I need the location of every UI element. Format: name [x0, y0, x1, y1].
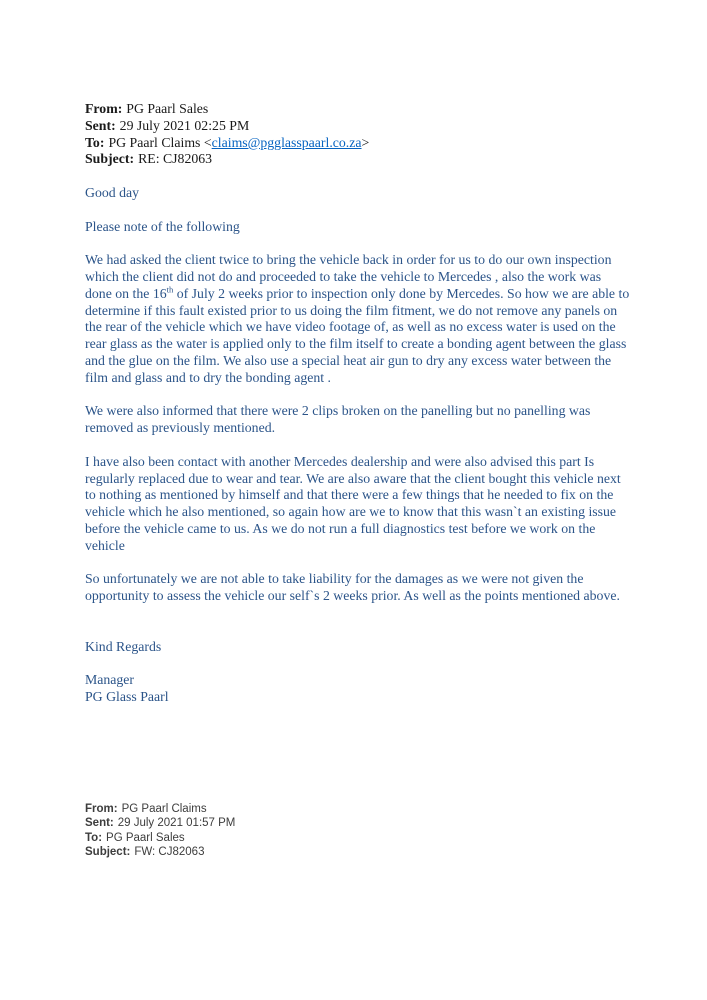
paragraph-inspection: [85, 252, 630, 386]
sent-label: Sent:: [85, 117, 116, 133]
header-to-row: [85, 135, 625, 152]
note-line: Please note of the following: [85, 218, 240, 234]
subject-label: Subject:: [85, 151, 135, 167]
quoted-sent-value: 29 July 2021 01:57 PM: [117, 817, 236, 830]
paragraph-inspection-part2: of July 2 weeks prior to inspection only done by Mercedes. So how we are able to determine if this fault existed prior to us doing the film fitment, we do not remove any panels on the rear of the vehicle which we have video footage of, as well as no excess water is used on the rear glass as the water is applied only to the film itself to create a bonding agent between the glass and the glue on the film. We also use a special heat air gun to dry any excess water between the film and glass and to dry the bonding agent .: [85, 285, 630, 385]
to-value-prefix: PG Paarl Claims <: [108, 134, 212, 150]
paragraph-inspection-part1: We had asked the client twice to bring the vehicle back in order for us to do our own inspection which the client did not do and proceeded to take the vehicle to Mercedes , also the work was done on the 16: [85, 252, 612, 301]
ordinal-superscript: th: [166, 284, 174, 295]
quoted-from-value: PG Paarl Claims: [121, 802, 207, 815]
greeting: Good day: [85, 184, 140, 200]
subject-value: RE: CJ82063: [138, 151, 213, 167]
quoted-from-label: From:: [85, 802, 118, 815]
from-label: From:: [85, 101, 123, 116]
paragraph-liability: So unfortunately we are not able to take liability for the damages as we were not given the opportunity to assess the vehicle our self`s 2 weeks prior. As well as the points mentioned above.: [85, 571, 620, 604]
signature-block: [85, 672, 630, 706]
email-header-top: [85, 101, 625, 168]
quoted-from-row: [85, 802, 625, 817]
quoted-subject-value: FW: CJ82063: [134, 846, 205, 859]
header-subject-row: [85, 151, 625, 168]
to-value: [108, 135, 369, 150]
claims-email-link[interactable]: claims@pgglasspaarl.co.za: [211, 134, 362, 150]
paragraph-dealership: I have also been contact with another Mercedes dealership and were also advised this part Is regularly replaced due to wear and tear. We are also aware that the client bought this vehicle next to nothing as mentioned by himself and that there were a few things that he needed to fix on the vehicle which he also mentioned, so again how are we to know that this wasn`t an existing issue before the vehicle came to us. As we do not run a full diagnostics test before we work on the vehicle: [85, 453, 621, 553]
signature-role: Manager: [85, 672, 135, 688]
to-label: To:: [85, 134, 105, 150]
quoted-to-row: [85, 831, 625, 846]
sent-value: 29 July 2021 02:25 PM: [119, 117, 250, 133]
closing-line: Kind Regards: [85, 638, 162, 654]
quoted-sent-label: Sent:: [85, 817, 114, 830]
quoted-subject-row: [85, 845, 625, 860]
to-value-suffix: >: [361, 134, 370, 150]
header-sent-row: [85, 118, 625, 135]
signature-company: PG Glass Paarl: [85, 688, 169, 704]
quoted-to-label: To:: [85, 831, 103, 844]
quoted-to-value: PG Paarl Sales: [106, 831, 185, 844]
email-header-quoted: [85, 802, 625, 860]
paragraph-clips: We were also informed that there were 2 clips broken on the panelling but no panelling was removed as previously mentioned.: [85, 403, 591, 436]
header-from-row: [85, 101, 625, 118]
email-body: [85, 185, 630, 706]
quoted-sent-row: [85, 816, 625, 831]
from-value: PG Paarl Sales: [126, 101, 209, 116]
quoted-subject-label: Subject:: [85, 846, 131, 859]
